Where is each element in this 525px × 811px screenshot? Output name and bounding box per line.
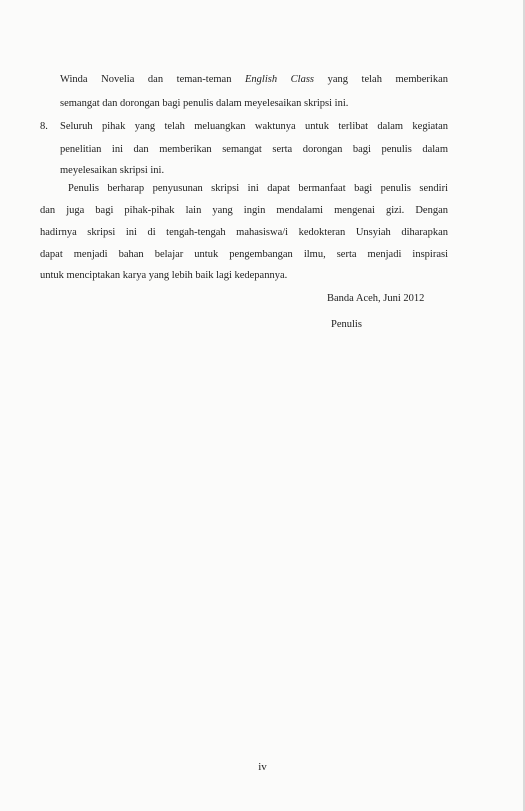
item8-line-3: meyelesaikan skripsi ini. [60,165,165,176]
item7-line-1 [60,73,448,86]
closing-line-3: hadirnya skripsi ini di tengah-tengah mahasiswa/i kedokteran Unsyiah diharapkan [40,227,448,238]
place-date: Banda Aceh, Juni 2012 [327,293,425,304]
item7-line-2: semangat dan dorongan bagi penulis dalam meyelesaikan skripsi ini. [60,98,349,109]
item8-line-2: penelitian ini dan memberikan semangat serta dorongan bagi penulis dalam [60,144,448,155]
item7-italic-term: English Class [245,74,315,85]
author-signature: Penulis [331,319,362,330]
item7-text-b: yang telah memberikan [314,74,448,85]
closing-line-5: untuk menciptakan karya yang lebih baik lagi kedepannya. [40,270,288,281]
closing-line-2: dan juga bagi pihak-pihak lain yang ingin mendalami mengenai gizi. Dengan [40,205,448,216]
item8-number: 8. [40,121,48,132]
item8-line-1: Seluruh pihak yang telah meluangkan waktunya untuk terlibat dalam kegiatan [60,121,448,132]
item7-text-a: Winda Novelia dan teman-teman [60,74,246,85]
closing-line-1: Penulis berharap penyusunan skripsi ini dapat bermanfaat bagi penulis sendiri [68,183,448,194]
page-number: iv [258,761,267,773]
closing-line-4: dapat menjadi bahan belajar untuk pengembangan ilmu, serta menjadi inspirasi [40,249,448,260]
